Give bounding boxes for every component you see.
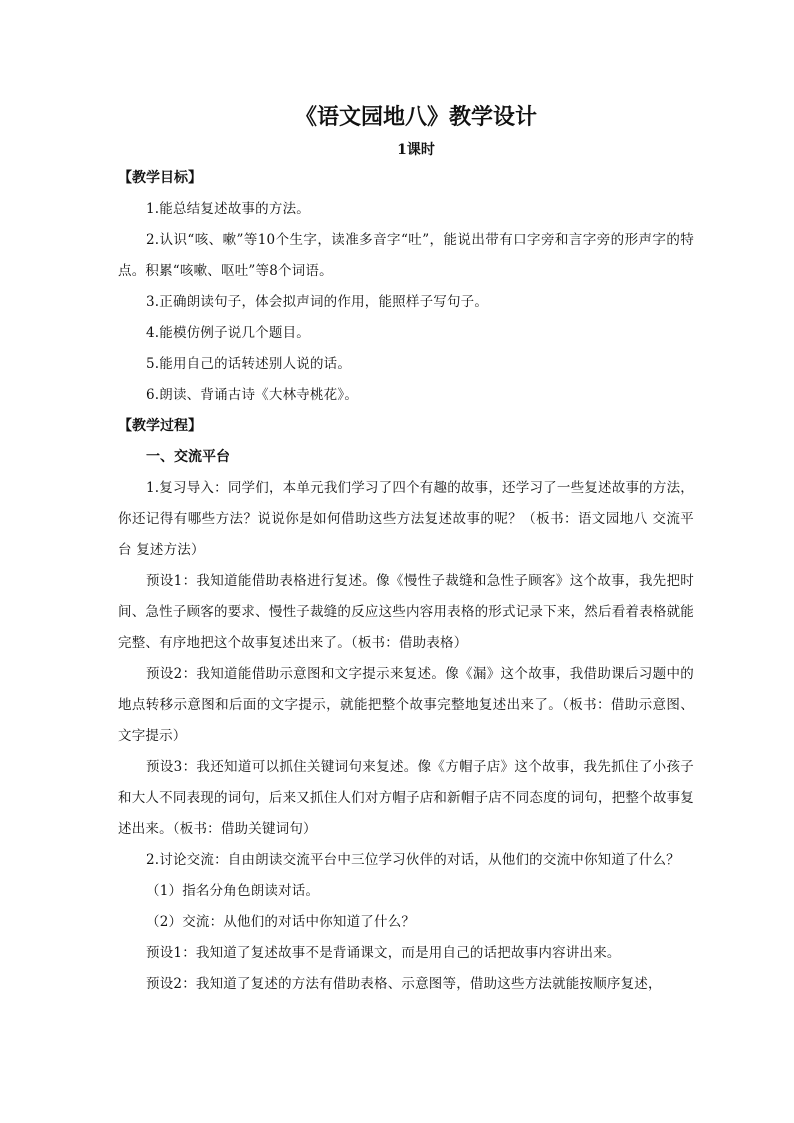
process-paragraph: 1.复习导入：同学们，本单元我们学习了四个有趣的故事，还学习了一些复述故事的方法，你还记得有哪些方法？说说你是如何借助这些方法复述故事的呢？（板书：语文园地八 交流平台 复述方法） xyxy=(118,480,694,558)
section-heading-process: 【教学过程】 xyxy=(118,418,202,434)
process-paragraph: （1）指名分角色朗读对话。 xyxy=(146,883,320,899)
process-paragraph: 预设2：我知道了复述的方法有借助表格、示意图等，借助这些方法就能按顺序复述， xyxy=(146,976,662,992)
objective-item: 1.能总结复述故事的方法。 xyxy=(146,201,310,217)
objective-item: 5.能用自己的话转述别人说的话。 xyxy=(146,356,352,372)
process-paragraph: （2）交流：从他们的对话中你知道了什么？ xyxy=(146,914,416,930)
objective-item: 2.认识“咳、嗽”等10个生字，读准多音字“吐”，能说出带有口字旁和言字旁的形声字的特点。积累“咳嗽、呕吐”等8个词语。 xyxy=(118,232,694,279)
lesson-duration: 1课时 xyxy=(397,142,435,158)
subsection-heading: 一、交流平台 xyxy=(146,449,230,465)
section-heading-objectives: 【教学目标】 xyxy=(118,170,202,186)
process-paragraph: 预设1：我知道能借助表格进行复述。像《慢性子裁缝和急性子顾客》这个故事，我先把时间、急性子顾客的要求、慢性子裁缝的反应这些内容用表格的形式记录下来，然后看着表格就能完整、有序地把这个故事复述出来了。（板书：借助表格） xyxy=(118,573,694,651)
process-paragraph: 预设1：我知道了复述故事不是背诵课文，而是用自己的话把故事内容讲出来。 xyxy=(146,945,621,961)
objective-item: 6.朗读、背诵古诗《大林寺桃花》。 xyxy=(146,387,359,403)
objective-item: 4.能模仿例子说几个题目。 xyxy=(146,325,310,341)
process-paragraph: 预设3：我还知道可以抓住关键词句来复述。像《方帽子店》这个故事，我先抓住了小孩子和大人不同表现的词句，后来又抓住人们对方帽子店和新帽子店不同态度的词句，把整个故事复述出来。（板书：借助关键词句） xyxy=(118,759,694,837)
document-title: 《语文园地八》教学设计 xyxy=(294,104,537,130)
process-paragraph: 预设2：我知道能借助示意图和文字提示来复述。像《漏》这个故事，我借助课后习题中的地点转移示意图和后面的文字提示，就能把整个故事完整地复述出来了。（板书：借助示意图、文字提示） xyxy=(118,666,694,744)
objective-item: 3.正确朗读句子，体会拟声词的作用，能照样子写句子。 xyxy=(146,294,489,310)
process-paragraph: 2.讨论交流：自由朗读交流平台中三位学习伙伴的对话，从他们的交流中你知道了什么？ xyxy=(146,852,680,868)
